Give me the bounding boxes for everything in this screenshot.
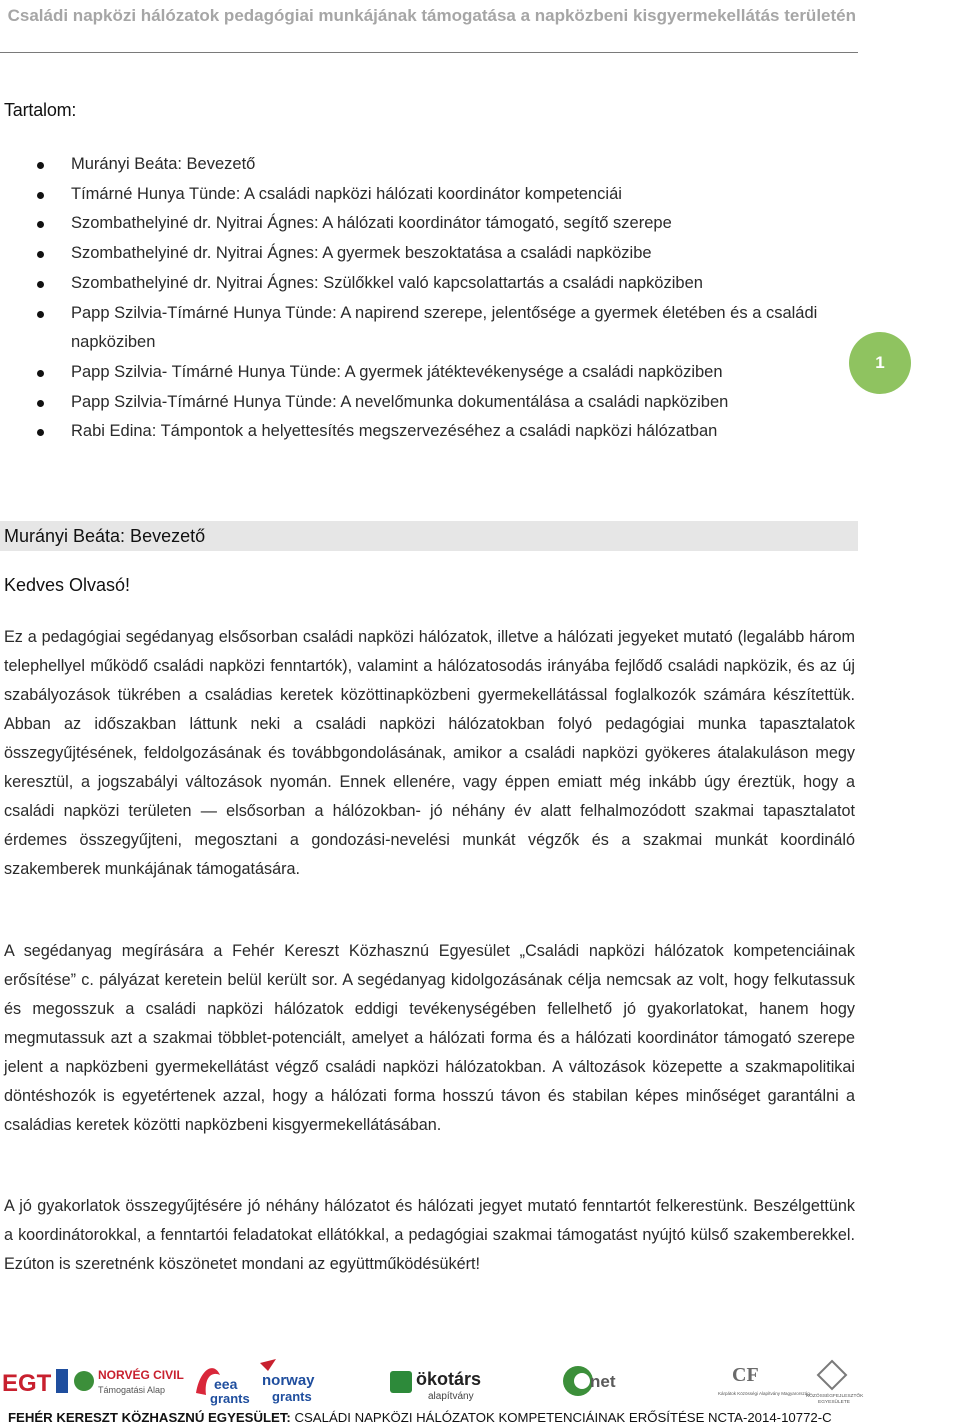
svg-text:EGT: EGT (2, 1370, 52, 1397)
toc-item-text: Szombathelyiné dr. Nyitrai Ágnes: A hálózati koordinátor támogató, segítő szerepe (71, 214, 672, 233)
page-header (0, 0, 858, 53)
section-heading: Murányi Beáta: Bevezető (0, 521, 858, 551)
toc-item (0, 150, 870, 180)
greeting: Kedves Olvasó! (4, 575, 131, 595)
toc-item-text: Szombathelyiné dr. Nyitrai Ágnes: A gyermek beszoktatása a családi napközibe (71, 244, 652, 263)
table-of-contents (0, 150, 870, 447)
toc-item-text: Tímárné Hunya Tünde: A családi napközi hálózati koordinátor kompetenciái (71, 184, 622, 203)
toc-item-text: Papp Szilvia-Tímárné Hunya Tünde: A nevelőmunka dokumentálása a családi napköziben (71, 392, 729, 411)
community-logo (806, 1355, 864, 1407)
svg-text:alapítvány: alapítvány (428, 1391, 474, 1402)
toc-item-text: Szombathelyiné dr. Nyitrai Ágnes: Szülőkkel való kapcsolattartás a családi napköziben (71, 273, 703, 292)
svg-text:norway: norway (262, 1372, 315, 1389)
toc-item-text: Papp Szilvia-Tímárné Hunya Tünde: A napirend szerepe, jelentősége a gyermek életében és a családi napköziben (71, 303, 818, 352)
bullet-icon (37, 400, 44, 407)
toc-item (0, 209, 870, 239)
bullet-icon (37, 429, 44, 436)
cf-logo (716, 1355, 810, 1407)
bullet-icon (37, 162, 44, 169)
okotars-logo (386, 1355, 494, 1407)
svg-text:grants: grants (210, 1391, 250, 1406)
egt-logo (0, 1355, 72, 1407)
bullet-icon (37, 221, 44, 228)
svg-text:CF: CF (732, 1364, 759, 1386)
svg-text:Támogatási Alap: Támogatási Alap (98, 1385, 166, 1395)
page-number-badge: 1 (849, 332, 911, 394)
toc-item-text: Rabi Edina: Támpontok a helyettesítés megszervezéséhez a családi napközi hálózatban (71, 422, 718, 441)
toc-item (0, 299, 870, 358)
toc-heading: Tartalom: (4, 100, 77, 120)
norveg-civil-logo (72, 1355, 184, 1407)
svg-text:Kárpátok Közösségi Alapítvány: Kárpátok Közösségi Alapítvány Magyarország (718, 1391, 810, 1396)
svg-text:eea: eea (214, 1376, 238, 1392)
toc-item-text: Papp Szilvia- Tímárné Hunya Tünde: A gyermek játéktevékenysége a családi napköziben (71, 362, 723, 381)
footer-text (8, 1410, 958, 1425)
svg-text:net: net (590, 1372, 616, 1391)
toc-item (0, 180, 870, 210)
svg-text:grants: grants (272, 1389, 312, 1404)
body-paragraph: A jó gyakorlatok összegyűjtésére jó néhány hálózatot és hálózati jegyet mutató fenntartót felkerestünk. Beszélgettünk a koordinátorokkal, a fenntartói feladatokat ellátókkal, a pedagógiai szakmai támogatást nyújtó külső szakemberekkel. Ezúton is szeretnénk köszönetet mondani az együttműködésükért! (4, 1197, 855, 1273)
cnet-logo (560, 1355, 626, 1407)
bullet-icon (37, 251, 44, 258)
footer-project: CSALÁDI NAPKÖZI HÁLÓZATOK KOMPETENCIÁINAK ERŐSÍTÉSE NCTA-2014-10772-C (290, 1410, 832, 1425)
svg-text:NORVÉG CIVIL: NORVÉG CIVIL (98, 1368, 184, 1382)
sponsor-logos (0, 1355, 864, 1407)
bullet-icon (37, 311, 44, 318)
document-title: Családi napközi hálózatok pedagógiai munkájának támogatása a napközbeni kisgyermekellátás területén (7, 6, 856, 25)
bullet-icon (37, 370, 44, 377)
toc-item (0, 417, 870, 447)
body-paragraph: A segédanyag megírására a Fehér Kereszt Közhasznú Egyesület „Családi napközi hálózatok kompetenciáinak erősítése” c. pályázat keretein belül került sor. A segédanyag kidolgozásának célja nemcsak az volt, hogy felkutassuk és megosszuk a családi napközi hálózatok eddigi tevékenységében fellelhető jó gyakorlatokat, hanem hogy megmutassuk azt a szakmai többlet-potenciált, amelyet a hálózati forma és a hálózati koordinátor támogató szerepe jelent a napközbeni gyermekellátást végző családi napközi hálózatokban. A változások közepette a szakmapolitikai döntéshozók is egyetértenek azzal, hogy a hálózati forma hosszú távon és stabilan képes minőséget garantálni a családias keretek közötti napközbeni kisgyermekellátásában. (4, 942, 855, 1134)
toc-item (0, 239, 870, 269)
body-paragraph: Ez a pedagógiai segédanyag elsősorban családi napközi hálózatok, illetve a hálózati jegyeket mutató (legalább három telephellyel működő családi napközi fenntartók), valamint a hálózatosodás irányába fejlődő családi napközik, és az új szabályozások tükrében a családias keretek közöttinapközbeni gyermekellátással foglalkozók számára készítettük. Abban az időszakban láttunk neki a családi napközi hálózatokban folyó pedagógiai munka tapasztalatok összegyűjtésének, feldolgozásának és továbbgondolásának, amikor a családi napközi gyökeres átalakuláson megy keresztül, a jogszabályi változások nyomán. Ennek ellenére, vagy éppen emiatt még inkább úgy éreztük, hogy a családi napközi területen — elsősorban a hálózokban- jó néhány év alatt felhalmozódott szakmai tapasztalatot érdemes összegyűjteni, megosztani a gondozási-nevelési munkát végzők és a szakmai munkát koordináló szakemberek munkájának támogatására. (4, 628, 855, 878)
svg-text:KÖZÖSSÉGFEJLESZTŐK: KÖZÖSSÉGFEJLESZTŐK (806, 1394, 864, 1399)
toc-item (0, 388, 870, 418)
svg-text:ökotárs: ökotárs (416, 1369, 482, 1389)
footer-organization: FEHÉR KERESZT KÖZHASZNÚ EGYESÜLET: (8, 1410, 291, 1425)
toc-item (0, 269, 870, 299)
svg-text:EGYESÜLETE: EGYESÜLETE (818, 1400, 850, 1405)
bullet-icon (37, 192, 44, 199)
eea-grants-logo (190, 1355, 256, 1407)
norway-grants-logo (258, 1355, 330, 1407)
toc-item-text: Murányi Beáta: Bevezető (71, 155, 256, 173)
toc-item (0, 358, 870, 388)
bullet-icon (37, 281, 44, 288)
